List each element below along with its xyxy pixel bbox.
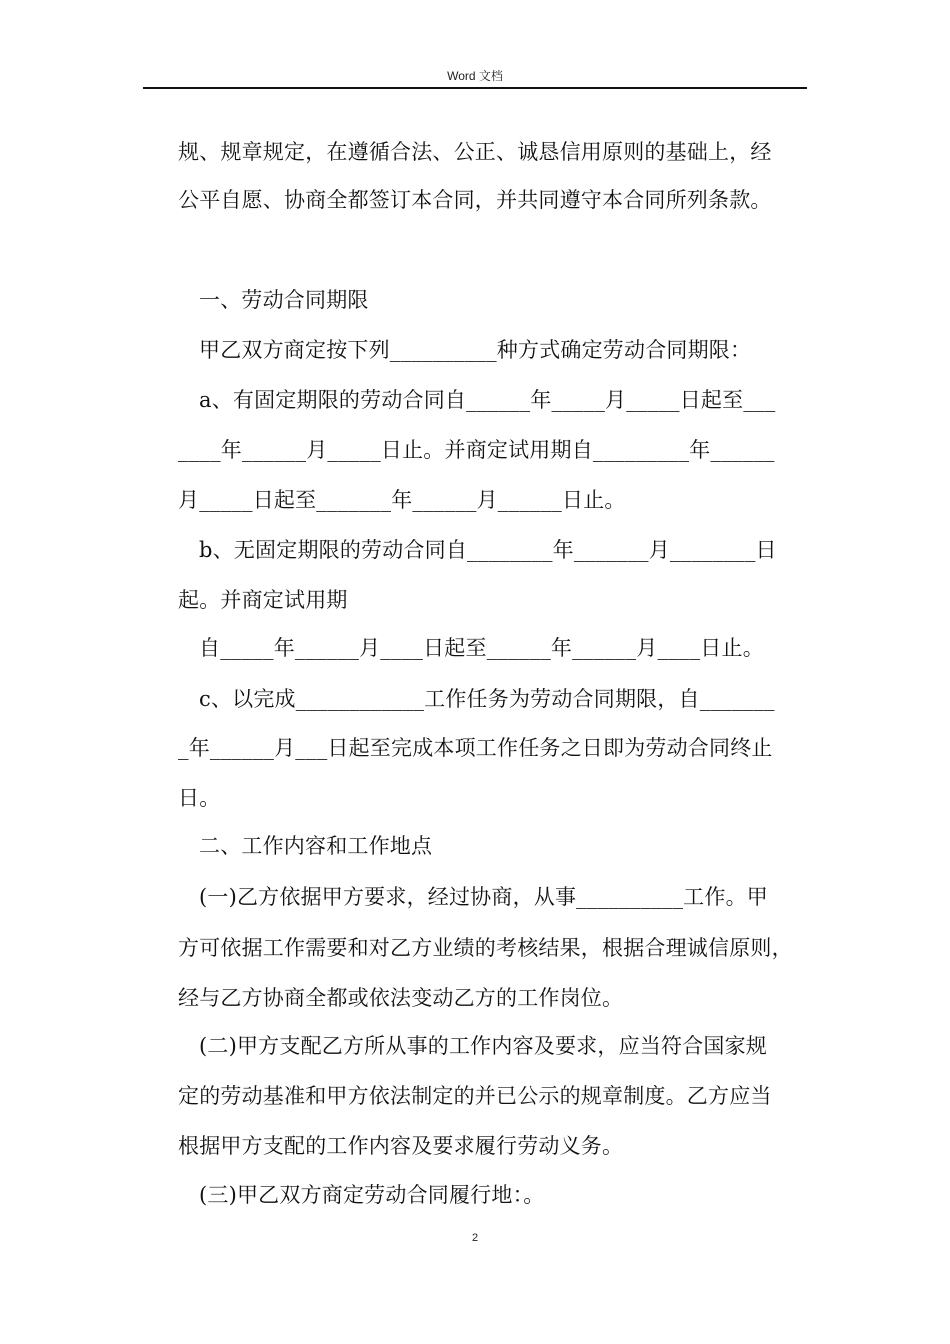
body-line: 规、规章规定，在遵循合法、公正、诚恳信用原则的基础上，经 (178, 140, 772, 164)
page-header: Word 文档 (447, 69, 503, 83)
body-line: 自_____年______月____日起至______年______月____日止。 (199, 636, 764, 660)
body-line: 公平自愿、协商全都签订本合同，并共同遵守本合同所列条款。 (178, 188, 772, 212)
body-line: _年______月___日起至完成本项工作任务之日即为劳动合同终止 (178, 736, 773, 760)
body-line: 起。并商定试用期 (178, 588, 348, 612)
body-line: ____年______月_____日止。并商定试用期自_________年______ (178, 438, 775, 462)
body-line: b、无固定期限的劳动合同自________年_______月________日 (199, 538, 777, 562)
body-line: c、以完成____________工作任务为劳动合同期限，自_______ (199, 687, 775, 711)
body-line: (二)甲方支配乙方所从事的工作内容及要求，应当符合国家规 (199, 1034, 767, 1058)
body-line: 方可依据工作需要和对乙方业绩的考核结果，根据合理诚信原则， (178, 936, 793, 960)
header-rule (143, 87, 807, 89)
body-line: 根据甲方支配的工作内容及要求履行劳动义务。 (178, 1134, 624, 1158)
body-line: 经与乙方协商全都或依法变动乙方的工作岗位。 (178, 986, 624, 1010)
body-line: (三)甲乙双方商定劳动合同履行地：。 (199, 1183, 545, 1207)
body-line: (一)乙方依据甲方要求，经过协商，从事__________工作。甲 (199, 885, 768, 909)
section-heading: 二、工作内容和工作地点 (199, 834, 433, 858)
section-heading: 一、劳动合同期限 (199, 288, 369, 312)
body-line: a、有固定期限的劳动合同自______年_____月_____日起至___ (199, 388, 776, 412)
body-line: 定的劳动基准和甲方依法制定的并已公示的规章制度。乙方应当 (178, 1084, 772, 1108)
body-line: 日。 (178, 786, 221, 810)
body-line: 月_____日起至_______年______月______日止。 (178, 488, 626, 512)
page-number: 2 (471, 1232, 479, 1244)
body-line: 甲乙双方商定按下列__________种方式确定劳动合同期限： (199, 338, 752, 362)
